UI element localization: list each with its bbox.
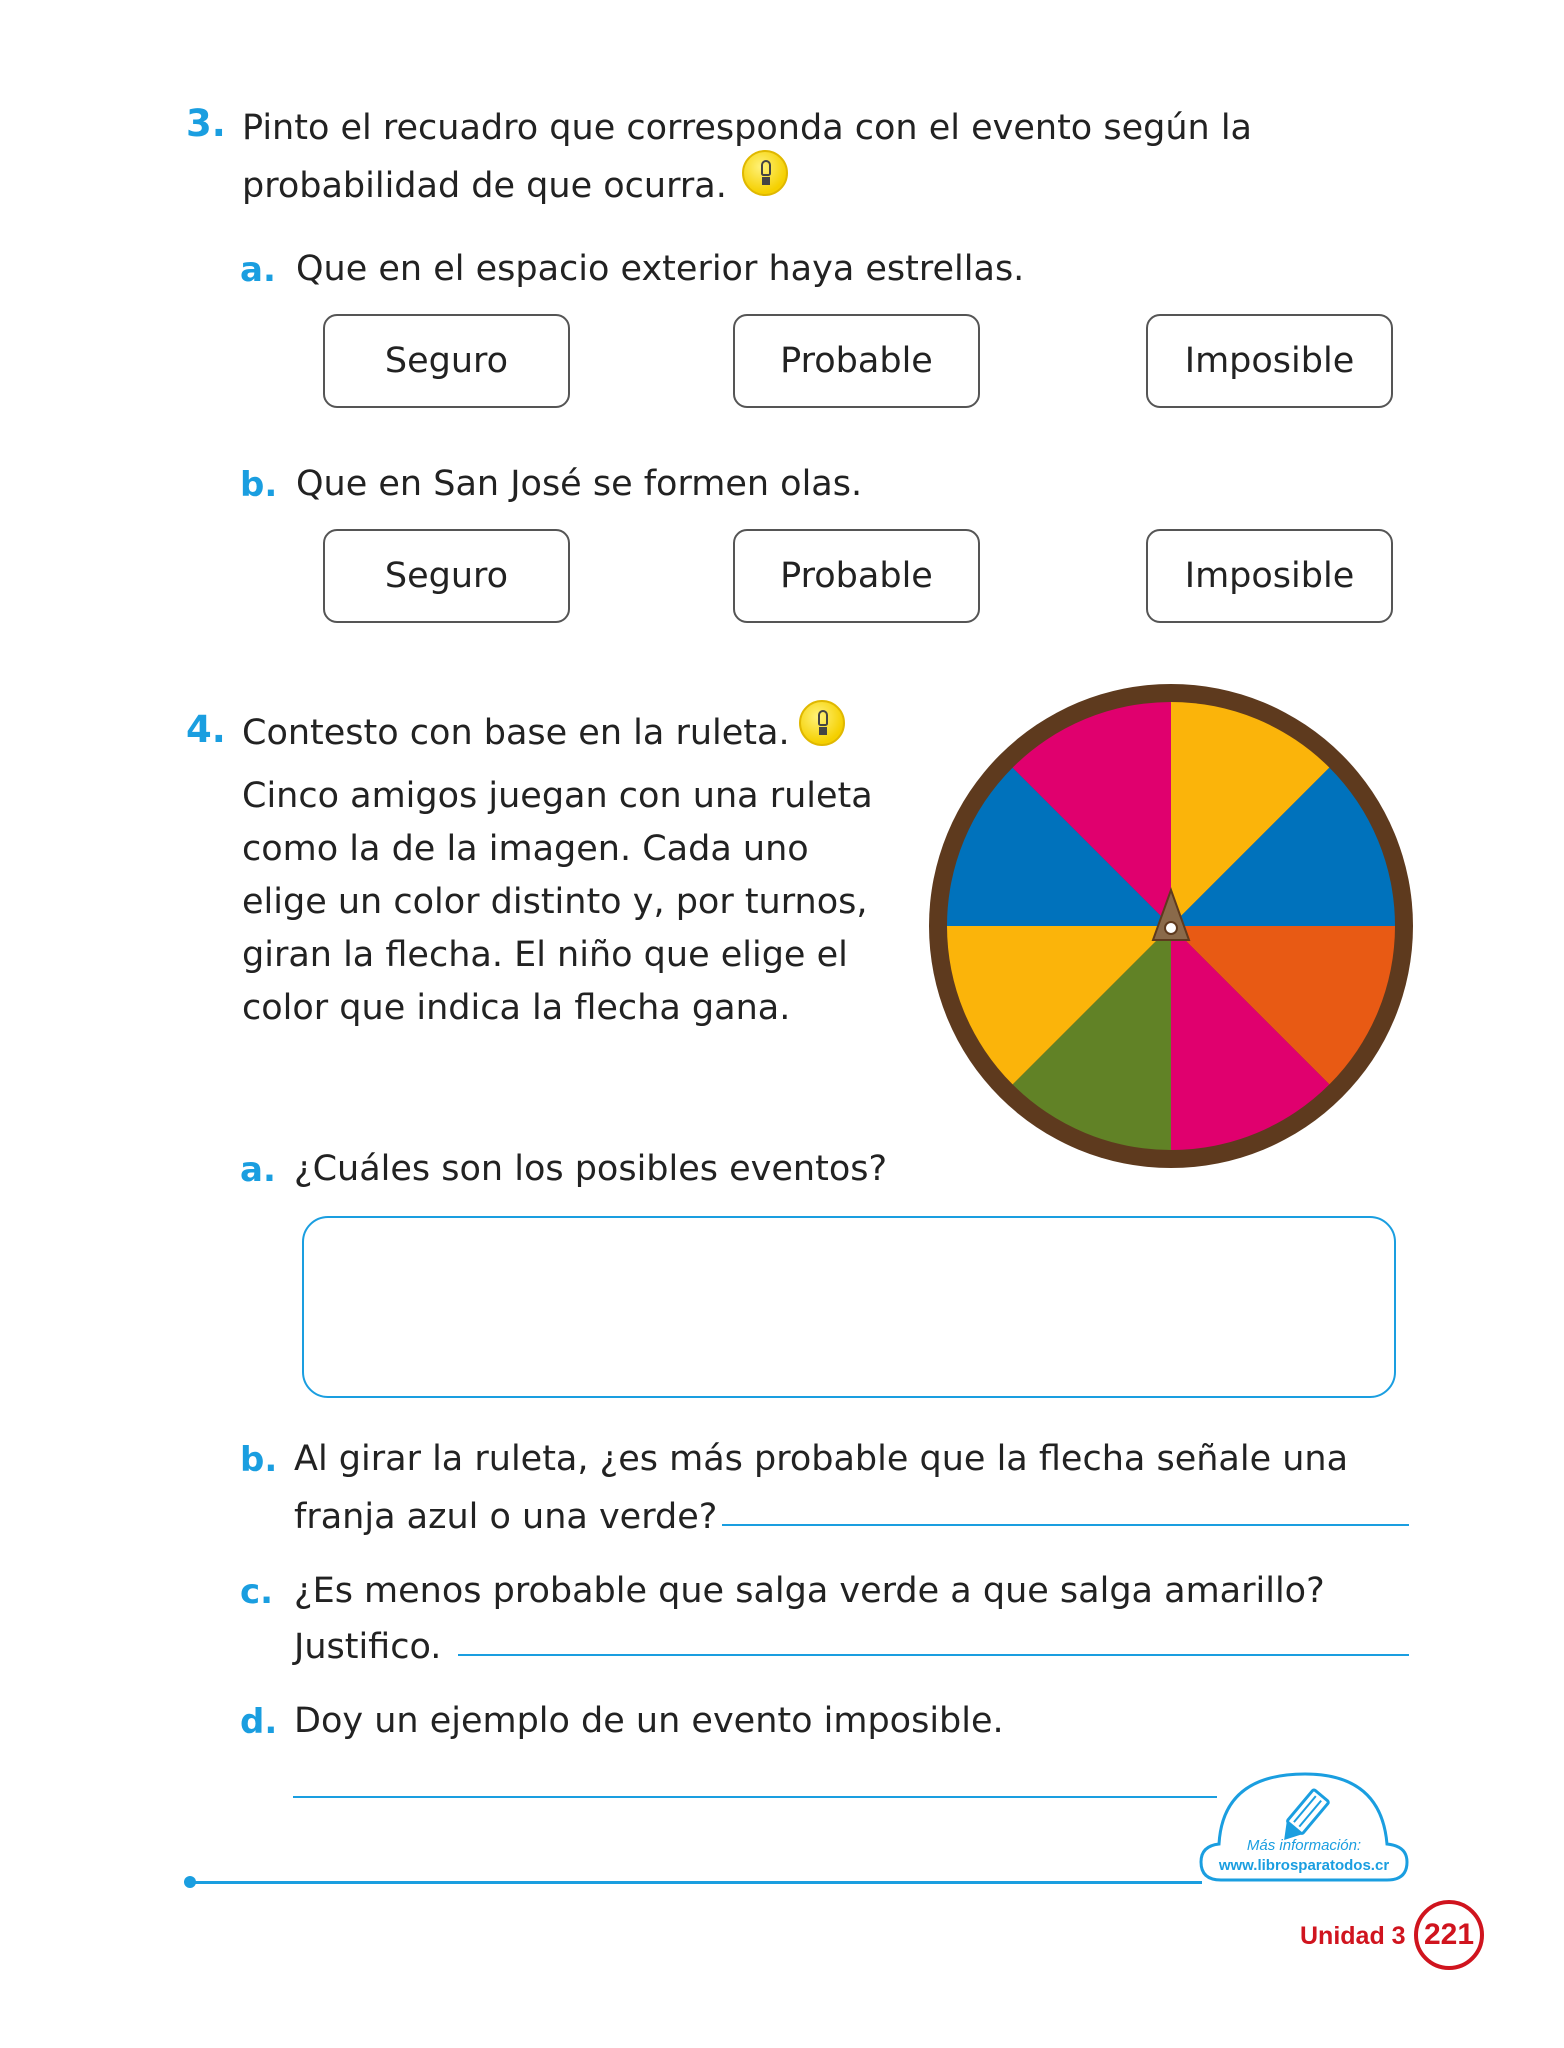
option-seguro-3b[interactable]: Seguro: [323, 529, 570, 623]
question-4c-line2: Justifico.: [294, 1627, 442, 1667]
lightbulb-icon: [799, 700, 845, 746]
bottom-divider: [190, 1881, 1202, 1884]
answer-line-4b[interactable]: [722, 1524, 1409, 1526]
question-4d-text: Doy un ejemplo de un evento imposible.: [294, 1701, 1004, 1741]
paragraph-line: como la de la imagen. Cada uno: [242, 829, 809, 869]
option-seguro-3a[interactable]: Seguro: [323, 314, 570, 408]
badge-line1: Más información:: [1246, 1837, 1362, 1854]
footer-unit: Unidad 3: [1300, 1922, 1406, 1950]
question-4-number: 4.: [186, 708, 226, 751]
question-3a-text: Que en el espacio exterior haya estrellas.: [296, 249, 1025, 289]
answer-box-4a[interactable]: [302, 1216, 1396, 1398]
question-4a-letter: a.: [240, 1150, 276, 1190]
badge-line2: www.librosparatodos.cr: [1218, 1857, 1390, 1874]
question-4b-line1: Al girar la ruleta, ¿es más probable que la flecha señale una: [294, 1439, 1349, 1479]
question-3b-text: Que en San José se formen olas.: [296, 464, 863, 504]
option-probable-3a[interactable]: Probable: [733, 314, 980, 408]
info-badge[interactable]: [1193, 1766, 1415, 1888]
question-3a-letter: a.: [240, 250, 276, 290]
answer-line-4c[interactable]: [458, 1654, 1409, 1656]
option-imposible-3b[interactable]: Imposible: [1146, 529, 1393, 623]
option-probable-3b[interactable]: Probable: [733, 529, 980, 623]
question-3b-letter: b.: [240, 465, 278, 505]
question-4a-text: ¿Cuáles son los posibles eventos?: [294, 1149, 888, 1189]
paragraph-line: Cinco amigos juegan con una ruleta: [242, 776, 873, 816]
roulette-wheel: [927, 682, 1415, 1170]
question-4d-letter: d.: [240, 1702, 278, 1742]
paragraph-line: elige un color distinto y, por turnos,: [242, 882, 868, 922]
question-4b-letter: b.: [240, 1440, 278, 1480]
question-4-title: Contesto con base en la ruleta.: [242, 713, 790, 753]
lightbulb-icon: [742, 150, 788, 196]
question-4c-letter: c.: [240, 1572, 274, 1612]
answer-line-4d[interactable]: [293, 1796, 1217, 1798]
paragraph-line: color que indica la flecha gana.: [242, 988, 791, 1028]
paragraph-line: giran la flecha. El niño que elige el: [242, 935, 848, 975]
question-4-paragraph: [242, 770, 873, 1035]
question-4b-line2: franja azul o una verde?: [294, 1497, 718, 1537]
option-imposible-3a[interactable]: Imposible: [1146, 314, 1393, 408]
question-3-text-line1: Pinto el recuadro que corresponda con el evento según la: [242, 108, 1252, 148]
question-3-text-line2: probabilidad de que ocurra.: [242, 166, 727, 206]
spinner-pin: [1165, 922, 1177, 934]
question-3-number: 3.: [186, 102, 226, 145]
page-number: 221: [1414, 1900, 1484, 1970]
question-4c-line1: ¿Es menos probable que salga verde a que salga amarillo?: [294, 1571, 1325, 1611]
